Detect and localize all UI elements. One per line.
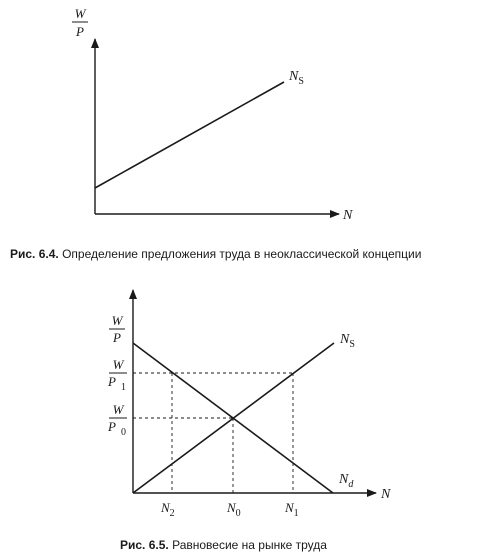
fig2-supply-label xyxy=(339,332,355,350)
fig2-n2-main: N xyxy=(161,500,170,515)
fig2-caption-number: Рис. 6.5. xyxy=(120,538,169,552)
fig2-caption xyxy=(120,538,327,552)
fig2-n0-sub: 0 xyxy=(235,508,241,519)
fig1-supply-sub: S xyxy=(298,76,304,87)
fig2-n1-main: N xyxy=(285,500,294,515)
fig2-supply-sub: S xyxy=(349,339,355,350)
fig1-y-label-num: W xyxy=(74,6,86,21)
fig2-n1-sub: 1 xyxy=(293,508,299,519)
fig2-y-label-den: P xyxy=(113,330,121,345)
fig1-x-axis-label: N xyxy=(343,208,353,223)
fig1-caption-number: Рис. 6.4. xyxy=(10,247,59,261)
fig1-supply-label xyxy=(288,69,304,87)
fig2-x-axis-label: N xyxy=(381,487,391,502)
fig2-n1-label xyxy=(284,500,299,519)
fig2-demand-label xyxy=(338,472,354,490)
figure-6-5 xyxy=(107,290,391,552)
fig1-supply-main: N xyxy=(289,69,299,84)
fig1-y-label-den: P xyxy=(76,24,84,39)
fig1-caption xyxy=(10,247,421,261)
fig2-demand-main: N xyxy=(339,472,349,487)
fig1-caption-text: Определение предложения труда в неоклассической концепции xyxy=(58,247,422,261)
fig2-p1-den-sub: 1 xyxy=(121,382,126,393)
fig2-n0-label xyxy=(226,500,241,519)
fig2-wage-p0-label xyxy=(107,402,127,438)
figure-6-4 xyxy=(10,6,421,261)
fig2-n2-label xyxy=(160,500,175,519)
fig2-p0-den: P xyxy=(108,419,116,434)
fig2-p0-den-sub: 0 xyxy=(121,427,126,438)
fig2-p0-num: W xyxy=(112,402,124,417)
fig2-n0-main: N xyxy=(227,500,236,515)
fig2-caption-text: Равновесие на рынке труда xyxy=(168,538,327,552)
fig1-supply-curve xyxy=(95,82,284,188)
fig2-y-axis-label xyxy=(109,313,125,345)
fig2-p1-num: W xyxy=(112,357,124,372)
fig2-y-label-num: W xyxy=(111,313,123,328)
fig2-p1-den: P xyxy=(108,374,116,389)
fig1-y-axis-label xyxy=(72,6,88,39)
fig2-supply-main: N xyxy=(340,332,350,347)
fig2-demand-sub: d xyxy=(348,479,354,490)
fig2-n2-sub: 2 xyxy=(169,508,175,519)
fig2-wage-p1-label xyxy=(107,357,127,393)
